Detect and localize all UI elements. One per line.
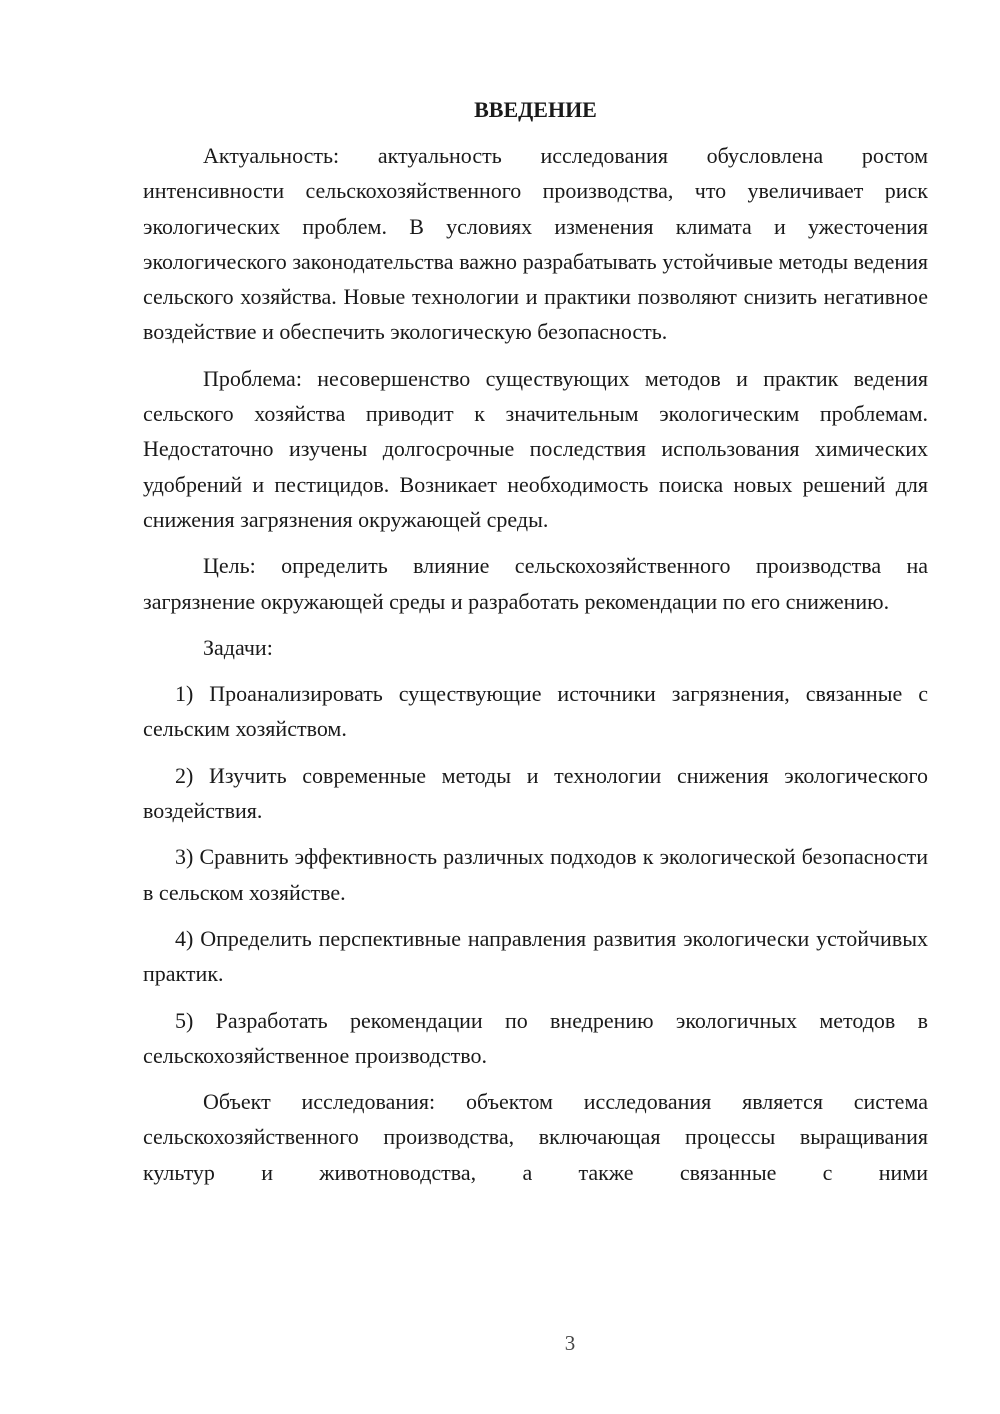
document-page [143,92,928,1190]
task-item-4: 4) Определить перспективные направления развития экологически устойчивых практик. [143,925,928,987]
section-heading: ВВЕДЕНИЕ [474,97,597,122]
goal-paragraph: Цель: определить влияние сельскохозяйственного производства на загрязнение окружающей среды и разработать рекомендации по его снижению. [143,553,928,614]
task-item-2: 2) Изучить современные методы и технологии снижения экологического воздействия. [143,762,928,824]
problem-paragraph: Проблема: несовершенство существующих методов и практик ведения сельского хозяйства приводит к значительным экологическим проблемам. Недостаточно изучены долгосрочные последствия использования химических удобрений и пестицидов. Возникает необходимость поиска новых решений для снижения загрязнения окружающей среды. [143,365,928,532]
page-number: 3 [564,1331,576,1355]
task-item-1: 1) Проанализировать существующие источники загрязнения, связанные с сельским хозяйством. [143,681,928,742]
relevance-paragraph: Актуальность: актуальность исследования обусловлена ростом интенсивности сельскохозяйственного производства, что увеличивает риск экологических проблем. В условиях изменения климата и ужесточения экологического законодательства важно разрабатывать устойчивые методы ведения сельского хозяйства. Новые технологии и практики позволяют снизить негативное воздействие и обеспечить экологическую безопасность. [143,143,928,345]
page-number-container [70,1331,1000,1356]
task-item-3: 3) Сравнить эффективность различных подходов к экологической безопасности в сельском хозяйстве. [143,844,928,905]
tasks-label: Задачи: [203,634,273,660]
task-item-5: 5) Разработать рекомендации по внедрению экологичных методов в сельскохозяйственное производство. [143,1007,928,1068]
object-paragraph: Объект исследования: объектом исследования является система сельскохозяйственного производства, включающая процессы выращивания культур и животноводства, а также связанные с ними [143,1089,928,1185]
